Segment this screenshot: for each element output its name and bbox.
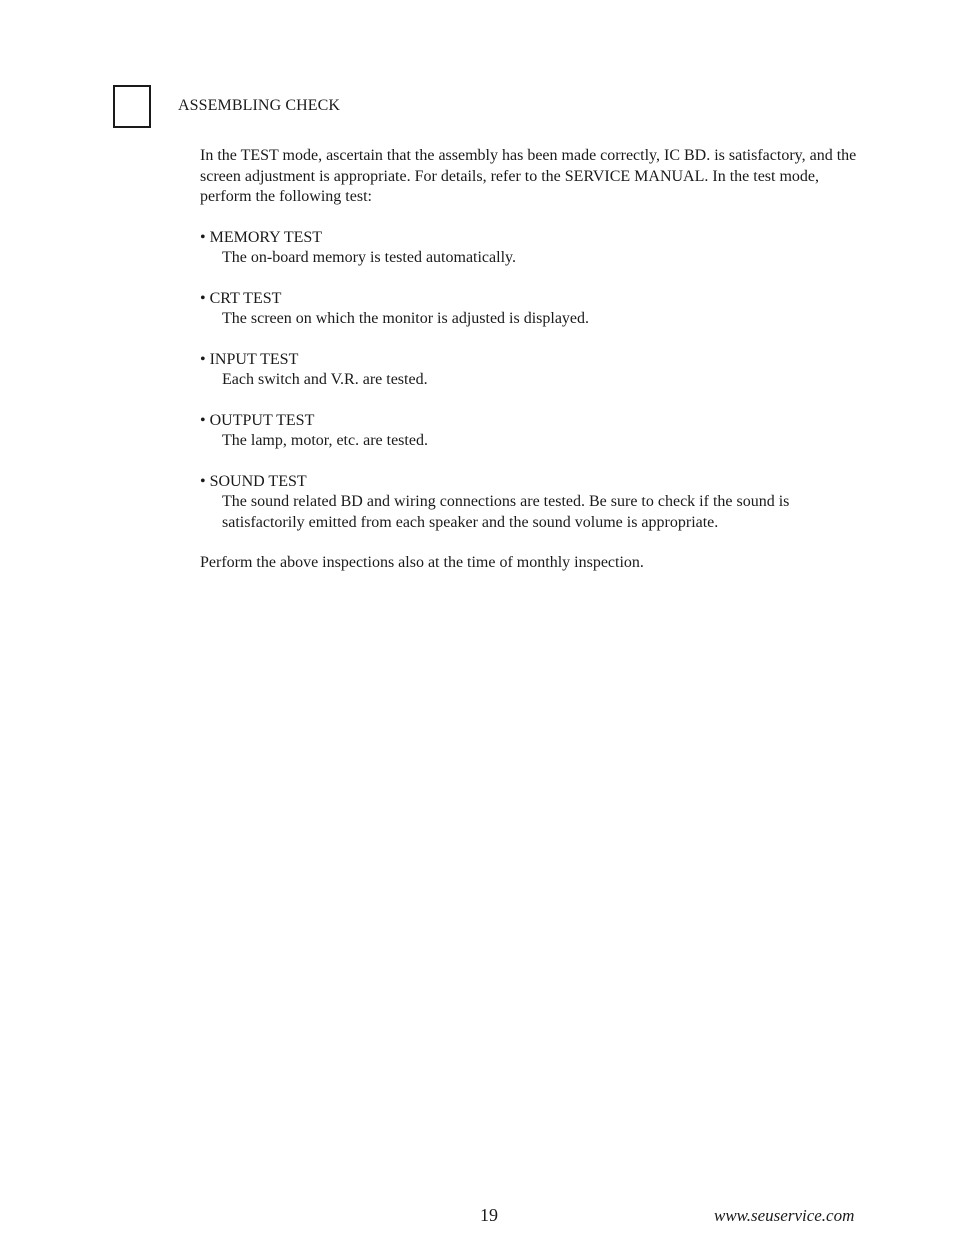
test-item-memory <box>200 228 860 269</box>
test-title: • MEMORY TEST <box>200 228 323 246</box>
test-description: The sound related BD and wiring connections are tested. Be sure to check if the sound is satisfactorily emitted from each speaker and the sound volume is appropriate. <box>222 493 790 531</box>
footer-website: www.seuservice.com <box>714 1206 855 1225</box>
test-title: • SOUND TEST <box>200 472 307 490</box>
test-title: • OUTPUT TEST <box>200 411 315 429</box>
document-body <box>200 146 860 574</box>
test-title: • INPUT TEST <box>200 350 299 368</box>
test-description: Each switch and V.R. are tested. <box>222 371 428 388</box>
test-item-output <box>200 411 860 452</box>
test-description: The lamp, motor, etc. are tested. <box>222 432 428 449</box>
test-item-crt <box>200 289 860 330</box>
test-title: • CRT TEST <box>200 289 282 307</box>
test-item-input <box>200 350 860 391</box>
page-number: 19 <box>480 1205 498 1225</box>
intro-paragraph: In the TEST mode, ascertain that the assembly has been made correctly, IC BD. is satisfactory, and the screen adjustment is appropriate. For details, refer to the SERVICE MANUAL. In the test mode, perform the following test: <box>200 147 857 205</box>
section-heading: ASSEMBLING CHECK <box>178 97 341 114</box>
test-description: The on-board memory is tested automatically. <box>222 249 516 266</box>
test-item-sound <box>200 472 860 534</box>
check-box <box>113 85 151 128</box>
test-description: The screen on which the monitor is adjusted is displayed. <box>222 310 590 327</box>
closing-paragraph: Perform the above inspections also at the time of monthly inspection. <box>200 554 644 571</box>
